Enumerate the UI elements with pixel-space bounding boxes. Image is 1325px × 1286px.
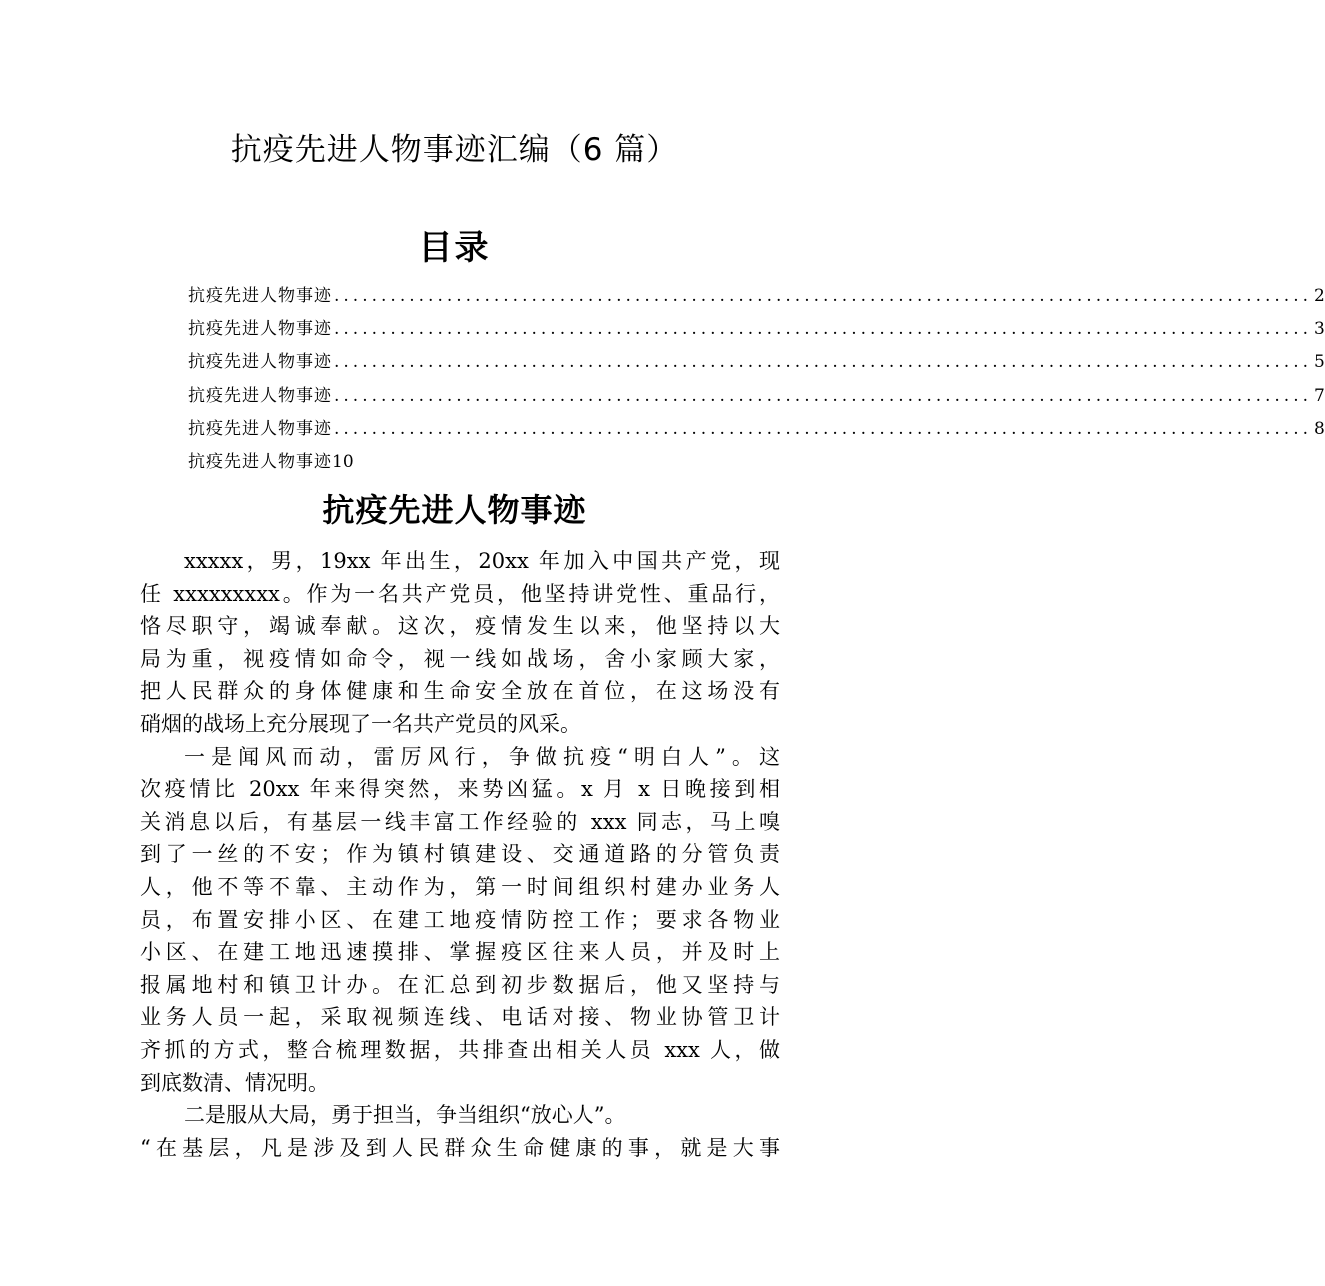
body-line: 二是服从大局，勇于担当，争当组织“放心人”。 bbox=[184, 1103, 626, 1128]
body-line: 把人民群众的身体健康和生命安全放在首位，在这场没有 bbox=[140, 679, 780, 704]
toc-entry-page: 10 bbox=[332, 451, 354, 472]
body-line: 局为重，视疫情如命令，视一线如战场，舍小家顾大家， bbox=[140, 646, 780, 671]
toc-entry-page: 5 bbox=[1314, 352, 1325, 373]
toc-entry-label: 抗疫先进人物事迹 bbox=[188, 385, 332, 406]
toc-entry[interactable] bbox=[188, 380, 1325, 413]
toc-entry-label: 抗疫先进人物事迹 bbox=[188, 319, 332, 340]
toc-entry[interactable] bbox=[188, 280, 1325, 313]
toc-entry-label: 抗疫先进人物事迹 bbox=[188, 286, 332, 306]
toc-entry-label: 抗疫先进人物事迹 bbox=[188, 451, 332, 472]
body-line: 恪尽职守，竭诚奉献。这次，疫情发生以来，他坚持以大 bbox=[140, 614, 780, 639]
article-body bbox=[140, 545, 780, 1164]
article-title: 抗疫先进人物事迹 bbox=[322, 491, 587, 529]
body-line: 关消息以后，有基层一线丰富工作经验的 xxx 同志，马上嗅 bbox=[140, 809, 780, 834]
toc-leader-dots: ........................................................................................................ bbox=[334, 352, 1312, 373]
toc-leader-dots: ........................................................................................................ bbox=[334, 418, 1312, 439]
body-line: 次疫情比 20xx 年来得突然，来势凶猛。x 月 x 日晚接到相 bbox=[140, 777, 780, 802]
body-line: 到底数清、情况明。 bbox=[140, 1070, 329, 1095]
body-line: 人，他不等不靠、主动作为，第一时间组织村建办业务人 bbox=[140, 874, 780, 899]
body-line: 齐抓的方式，整合梳理数据，共排查出相关人员 xxx 人，做 bbox=[140, 1037, 780, 1062]
toc-entry[interactable] bbox=[188, 446, 774, 479]
toc-entry-label: 抗疫先进人物事迹 bbox=[188, 352, 332, 373]
toc-entry[interactable] bbox=[188, 413, 1325, 446]
body-line: “在基层，凡是涉及到人民群众生命健康的事，就是大事 bbox=[140, 1135, 780, 1160]
toc-leader-dots: ........................................................................................................ bbox=[334, 385, 1312, 406]
document-title: 抗疫先进人物事迹汇编（6 篇） bbox=[230, 132, 679, 168]
body-line: 一是闻风而动，雷厉风行，争做抗疫“明白人”。这 bbox=[184, 744, 780, 769]
toc-entry-page: 8 bbox=[1314, 418, 1325, 439]
body-line: 业务人员一起，采取视频连线、电话对接、物业协管卫计 bbox=[140, 1005, 780, 1030]
toc-entry-label: 抗疫先进人物事迹 bbox=[188, 418, 332, 439]
toc-heading: 目录 bbox=[418, 228, 491, 268]
toc-entry[interactable] bbox=[188, 313, 1325, 346]
body-line: 报属地村和镇卫计办。在汇总到初步数据后，他又坚持与 bbox=[140, 972, 780, 997]
toc-entry-page: 3 bbox=[1314, 319, 1325, 340]
body-line: 硝烟的战场上充分展现了一名共产党员的风采。 bbox=[140, 711, 581, 736]
toc-entry-page: 2 bbox=[1314, 286, 1325, 306]
toc-leader-dots: ........................................................................................................ bbox=[334, 319, 1312, 340]
body-line: 员，布置安排小区、在建工地疫情防控工作；要求各物业 bbox=[140, 907, 780, 932]
toc-entry-page: 7 bbox=[1314, 385, 1325, 406]
toc-leader-dots: ........................................................................................................ bbox=[334, 286, 1312, 306]
body-line: 小区、在建工地迅速摸排、掌握疫区往来人员，并及时上 bbox=[140, 940, 780, 965]
toc-entry[interactable] bbox=[188, 346, 1325, 379]
body-line: 任 xxxxxxxxx。作为一名共产党员，他坚持讲党性、重品行， bbox=[140, 581, 780, 606]
body-line: 到了一丝的不安；作为镇村镇建设、交通道路的分管负责 bbox=[140, 842, 780, 867]
body-line: xxxxx，男，19xx 年出生，20xx 年加入中国共产党，现 bbox=[184, 549, 780, 573]
table-of-contents bbox=[188, 280, 1325, 479]
